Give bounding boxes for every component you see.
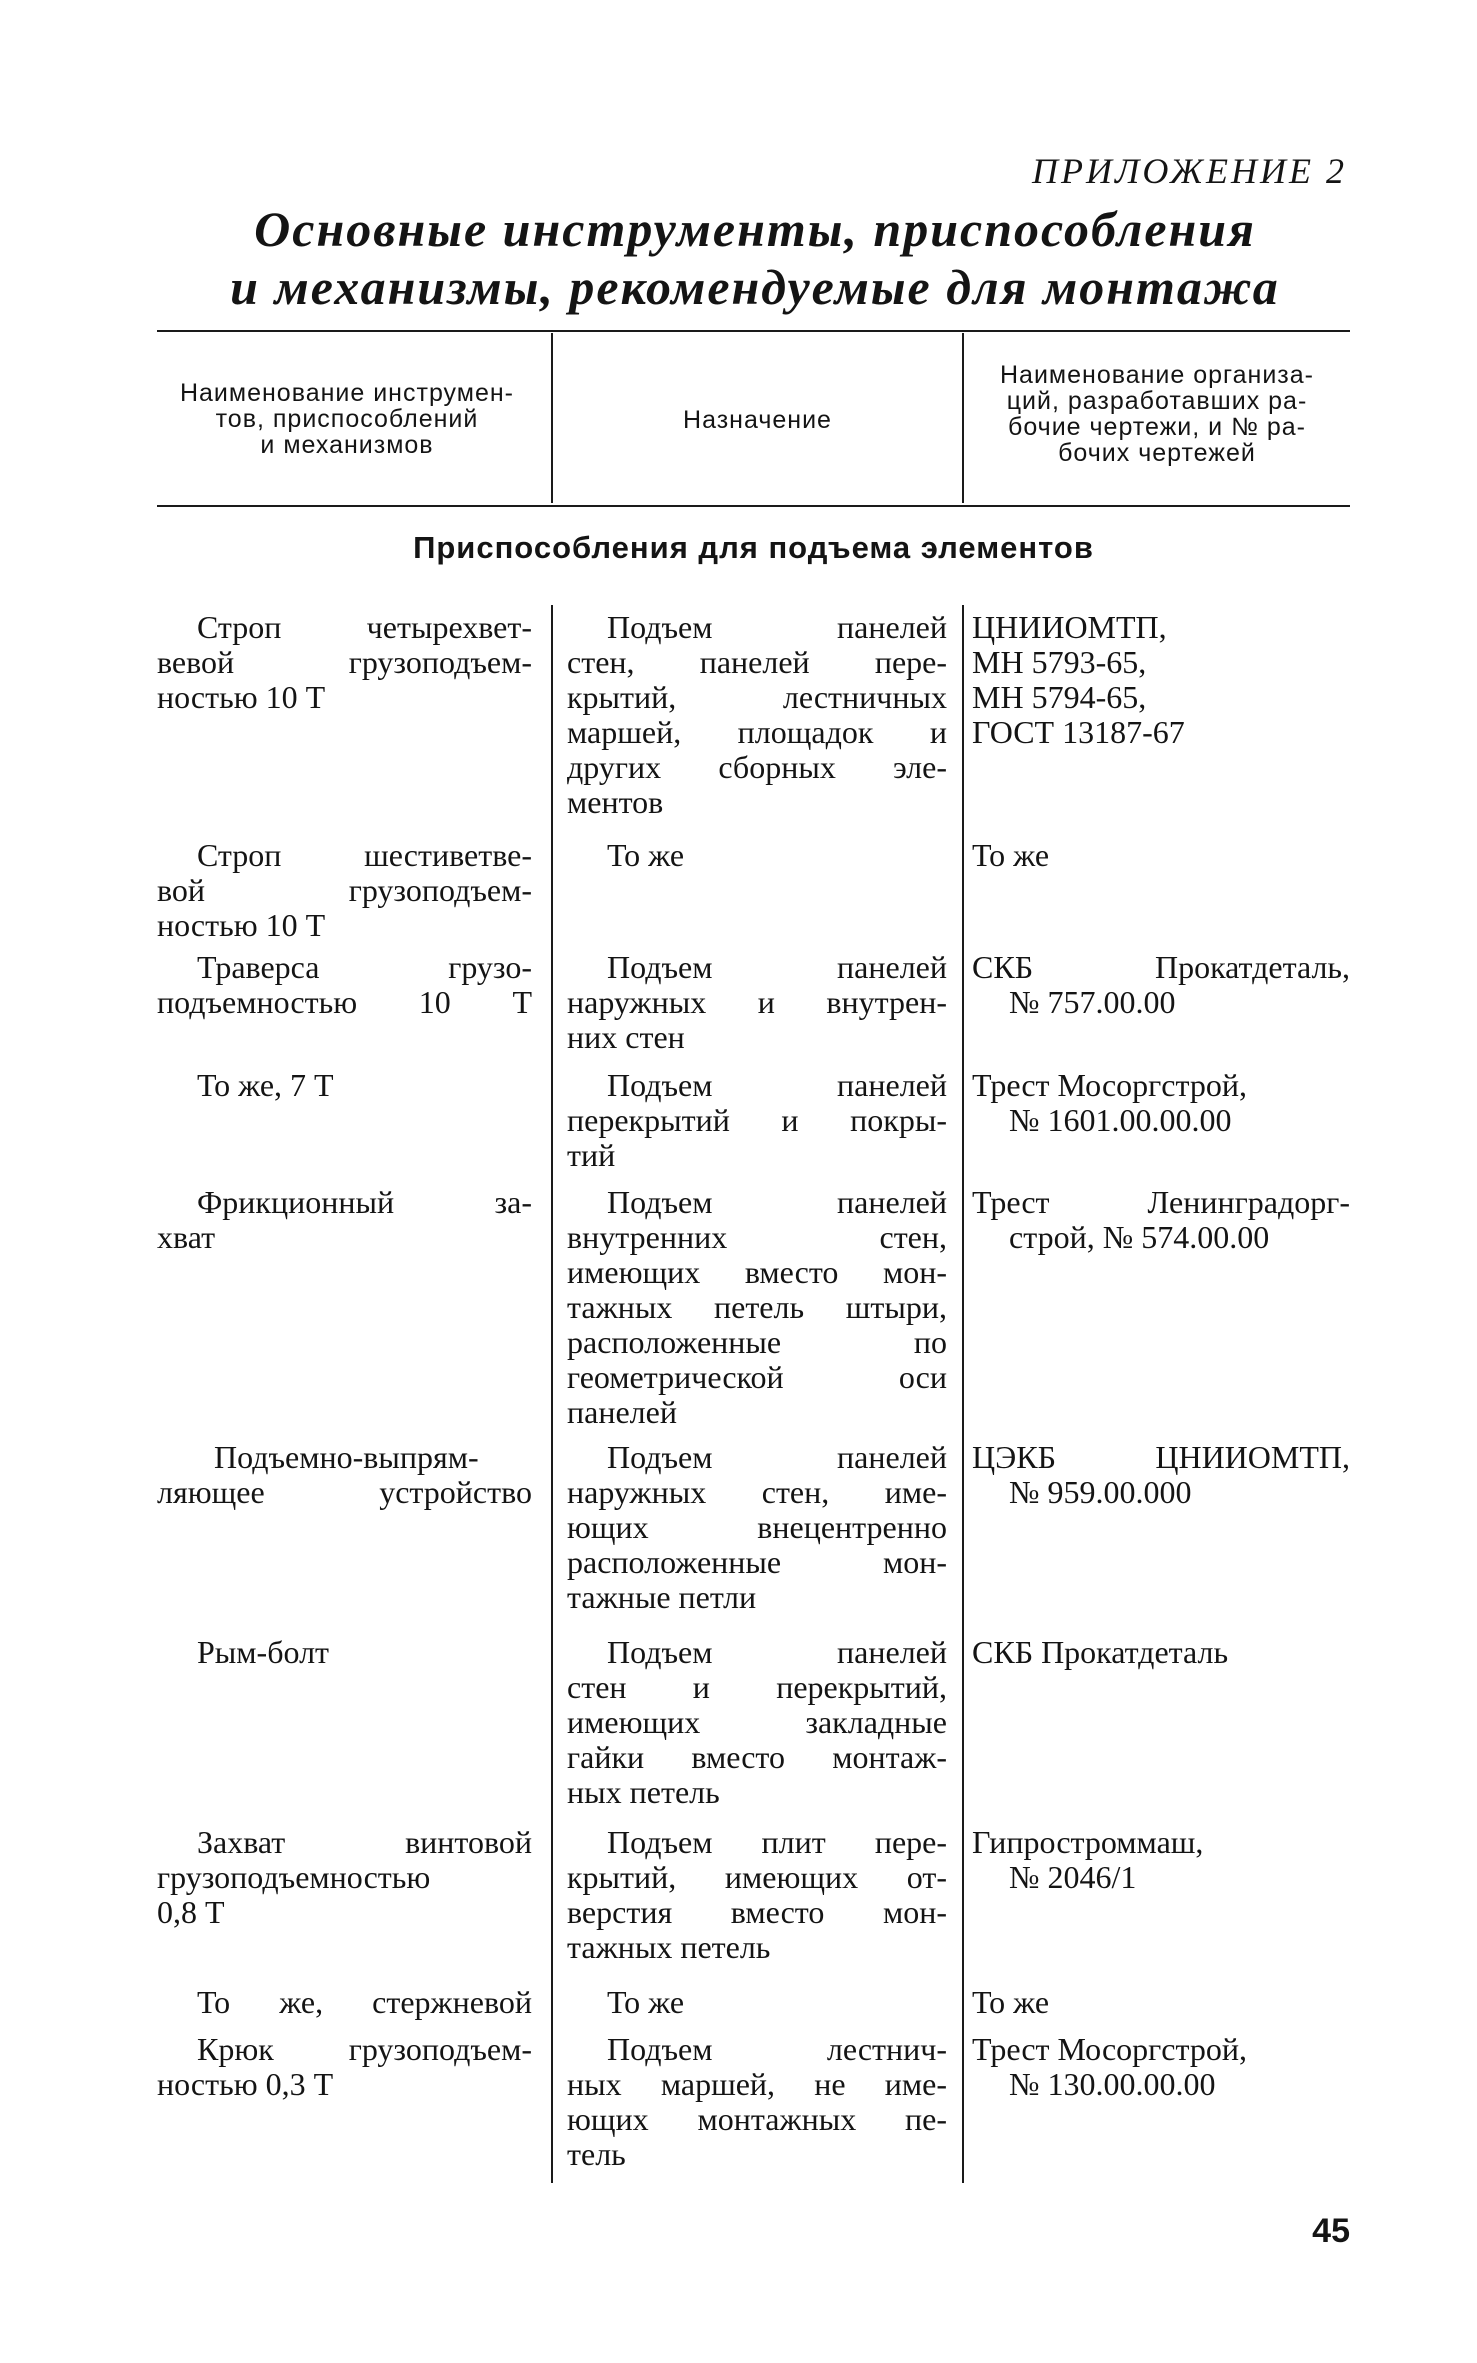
purpose-line: имеющих вместо мон-	[567, 1254, 947, 1290]
purpose-cell	[567, 950, 947, 1055]
purpose-line: них стен	[567, 1019, 685, 1055]
org-cell	[972, 950, 1350, 1020]
purpose-line: Подъем плит пере-	[607, 1824, 947, 1860]
org-line: Гипростроммаш,	[972, 1824, 1204, 1860]
header-col-name-line: Наименование инструмен-	[179, 379, 515, 407]
page-title	[160, 200, 1350, 316]
tool-name-cell	[157, 1068, 532, 1103]
org-cell	[972, 610, 1350, 750]
org-cell	[972, 1068, 1350, 1138]
purpose-line: Подъем панелей	[607, 1439, 947, 1475]
org-cell	[972, 1985, 1350, 2020]
purpose-line: наружных стен, име-	[567, 1474, 947, 1510]
purpose-line: гайки вместо монтаж-	[567, 1739, 947, 1775]
appendix-label: ПРИЛОЖЕНИЕ 2	[1032, 151, 1347, 191]
purpose-line: ных маршей, не име-	[567, 2066, 947, 2102]
tool-name-line: грузоподъемностью	[157, 1859, 431, 1895]
purpose-line: расположенные мон-	[567, 1544, 947, 1580]
purpose-line: крытий, лестничных	[567, 679, 947, 715]
purpose-line: ющих внецентренно	[567, 1509, 947, 1545]
org-cell	[972, 1635, 1350, 1670]
header-col-purpose: Назначение	[683, 406, 832, 434]
purpose-line: стен и перекрытий,	[567, 1669, 947, 1705]
purpose-line: имеющих закладные	[567, 1704, 947, 1740]
org-line: № 757.00.00	[1009, 984, 1176, 1020]
tool-name-line: хват	[157, 1219, 216, 1255]
org-cell	[972, 2032, 1350, 2102]
purpose-line: верстия вместо мон-	[567, 1894, 947, 1930]
purpose-line: Подъем панелей	[607, 1184, 947, 1220]
org-line: Трест Ленинградорг-	[972, 1184, 1350, 1220]
org-line: ЦЭКБ ЦНИИОМТП,	[972, 1439, 1350, 1475]
purpose-cell	[567, 1985, 947, 2020]
purpose-line: тажных петель штыри,	[567, 1289, 947, 1325]
org-line: ЦНИИОМТП,	[972, 609, 1167, 645]
tool-name-line: Строп шестиветве-	[197, 837, 532, 873]
header-col-org	[964, 362, 1350, 466]
org-cell	[972, 1185, 1350, 1255]
purpose-cell	[567, 1185, 947, 1430]
tool-name-line: Траверса грузо-	[197, 949, 532, 985]
header-col-org-line: бочие чертежи, и № ра-	[1008, 413, 1306, 441]
tool-name-line: ностью 0,3 Т	[157, 2066, 334, 2102]
purpose-line: То же	[607, 837, 685, 873]
purpose-cell	[567, 1825, 947, 1965]
tool-name-line: То же, стержневой	[197, 1984, 532, 2020]
org-line: СКБ Прокатдеталь	[972, 1634, 1229, 1670]
purpose-line: Подъем панелей	[607, 609, 947, 645]
purpose-line: панелей	[567, 1394, 677, 1430]
header-col-org-line: бочих чертежей	[1058, 439, 1256, 467]
tool-name-cell	[157, 1185, 532, 1255]
org-cell	[972, 838, 1350, 873]
tool-name-cell	[157, 1825, 532, 1930]
purpose-line: ментов	[567, 784, 664, 820]
title-line-1: Основные инструменты, приспособления	[254, 201, 1256, 257]
org-line: Трест Мосоргстрой,	[972, 2031, 1247, 2067]
purpose-cell	[567, 2032, 947, 2172]
tool-name-cell	[157, 610, 532, 715]
purpose-line: тий	[567, 1137, 616, 1173]
tool-name-cell	[157, 1985, 532, 2020]
tool-name-line: Крюк грузоподъем-	[197, 2031, 532, 2067]
purpose-line: Подъем лестнич-	[607, 2031, 947, 2067]
purpose-line: перекрытий и покры-	[567, 1102, 947, 1138]
purpose-cell	[567, 1635, 947, 1810]
header-col-org-line: Наименование организа-	[1000, 361, 1314, 389]
tool-name-line: вевой грузоподъем-	[157, 644, 532, 680]
purpose-line: То же	[607, 1984, 685, 2020]
purpose-line: ных петель	[567, 1774, 720, 1810]
org-line: То же	[972, 1984, 1050, 2020]
tool-name-line: ляющее устройство	[157, 1474, 532, 1510]
tool-name-cell	[157, 950, 532, 1020]
purpose-line: внутренних стен,	[567, 1219, 947, 1255]
tool-name-cell	[157, 838, 532, 943]
tool-name-cell	[157, 1635, 532, 1670]
header-bottom-rule	[157, 505, 1350, 507]
org-line: МН 5794-65,	[972, 679, 1147, 715]
purpose-line: тель	[567, 2136, 626, 2172]
org-line: ГОСТ 13187-67	[972, 714, 1185, 750]
tool-name-line: подъемностью 10 Т	[157, 984, 532, 1020]
org-cell	[972, 1440, 1350, 1510]
purpose-cell	[567, 610, 947, 820]
org-line: № 1601.00.00.00	[1009, 1102, 1232, 1138]
tool-name-line: 0,8 Т	[157, 1894, 225, 1930]
purpose-line: расположенные по	[567, 1324, 947, 1360]
header-col-name	[157, 380, 537, 458]
column-divider-2	[962, 605, 964, 2183]
tool-name-cell	[157, 1440, 532, 1510]
org-cell	[972, 1825, 1350, 1895]
tool-name-line: Захват винтовой	[197, 1824, 532, 1860]
header-col-name-line: и механизмов	[260, 431, 434, 459]
purpose-line: ющих монтажных пе-	[567, 2101, 947, 2137]
purpose-line: Подъем панелей	[607, 1067, 947, 1103]
org-line: Трест Мосоргстрой,	[972, 1067, 1247, 1103]
section-title: Приспособления для подъема элементов	[413, 530, 1094, 565]
purpose-line: стен, панелей пере-	[567, 644, 947, 680]
table-top-rule	[157, 330, 1350, 332]
org-line: № 130.00.00.00	[1009, 2066, 1216, 2102]
purpose-line: Подъем панелей	[607, 1634, 947, 1670]
purpose-line: крытий, имеющих от-	[567, 1859, 947, 1895]
purpose-line: Подъем панелей	[607, 949, 947, 985]
tool-name-line: Рым-болт	[197, 1634, 330, 1670]
tool-name-line: То же, 7 Т	[197, 1067, 334, 1103]
tool-name-cell	[157, 2032, 532, 2102]
header-col-name-line: тов, приспособлений	[215, 405, 479, 433]
org-line: СКБ Прокатдеталь,	[972, 949, 1350, 985]
purpose-cell	[567, 838, 947, 873]
header-col-org-line: ций, разработавших ра-	[1006, 387, 1308, 415]
purpose-cell	[567, 1440, 947, 1615]
tool-name-line: вой грузоподъем-	[157, 872, 532, 908]
purpose-cell	[567, 1068, 947, 1173]
tool-name-line: Подъемно-выпрям-	[214, 1439, 479, 1475]
org-line: № 2046/1	[1009, 1859, 1137, 1895]
purpose-line: геометрической оси	[567, 1359, 947, 1395]
page-number: 45	[1312, 2212, 1350, 2250]
tool-name-line: Фрикционный за-	[197, 1184, 532, 1220]
purpose-line: других сборных эле-	[567, 749, 947, 785]
org-line: строй, № 574.00.00	[1009, 1219, 1270, 1255]
purpose-line: тажные петли	[567, 1579, 757, 1615]
purpose-line: тажных петель	[567, 1929, 771, 1965]
org-line: МН 5793-65,	[972, 644, 1147, 680]
org-line: № 959.00.000	[1009, 1474, 1192, 1510]
org-line: То же	[972, 837, 1050, 873]
tool-name-line: ностью 10 Т	[157, 679, 326, 715]
column-divider-1	[551, 605, 553, 2183]
purpose-line: маршей, площадок и	[567, 714, 947, 750]
tool-name-line: ностью 10 Т	[157, 907, 326, 943]
tool-name-line: Строп четырехвет-	[197, 609, 532, 645]
purpose-line: наружных и внутрен-	[567, 984, 947, 1020]
title-line-2: и механизмы, рекомендуемые для монтажа	[230, 259, 1280, 315]
